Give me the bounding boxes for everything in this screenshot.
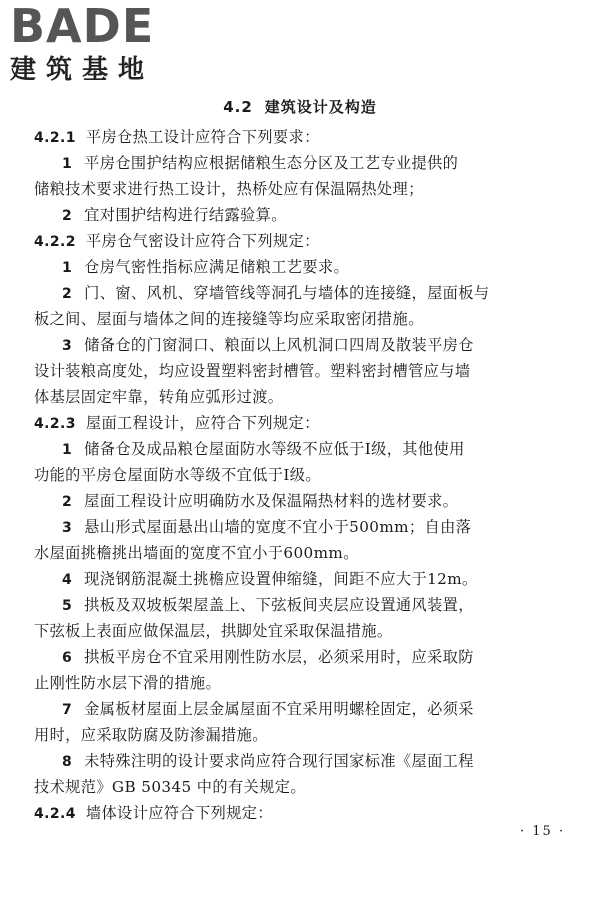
item-line-continued: 水屋面挑檐挑出墙面的宽度不宜小于600mm。	[34, 544, 359, 562]
page-number: · 15 ·	[520, 824, 566, 839]
item-text: 未特殊注明的设计要求尚应符合现行国家标准《屋面工程	[84, 752, 474, 770]
clause-4-2-2	[34, 228, 566, 254]
item-text: 储备仓及成品粮仓屋面防水等级不应低于Ⅰ级，其他使用	[84, 440, 465, 458]
logo-subtitle: 建筑基地	[10, 55, 155, 85]
item-text: 储备仓的门窗洞口、粮面以上风机洞口四周及散装平房仓	[84, 336, 474, 354]
item-line	[34, 696, 566, 722]
clause-text: 屋面工程设计，应符合下列规定：	[85, 414, 320, 432]
item-line	[34, 644, 566, 670]
item-line	[34, 566, 566, 592]
item-line	[34, 150, 566, 176]
item-text: 门、窗、风机、穿墙管线等洞孔与墙体的连接缝，屋面板与	[84, 284, 490, 302]
clause-text: 平房仓热工设计应符合下列要求：	[85, 128, 320, 146]
clause-number: 4.2.4	[34, 806, 76, 822]
item-text: 宜对围护结构进行结露验算。	[84, 206, 287, 224]
item-text: 金属板材屋面上层金属屋面不宜采用明螺栓固定，必须采	[84, 700, 474, 718]
clause-4-2-4	[34, 800, 566, 826]
item-number: 1	[62, 156, 73, 172]
item-number: 8	[62, 754, 73, 770]
item-line-continued: 设计装粮高度处，均应设置塑料密封槽管。塑料密封槽管应与墙	[34, 362, 471, 380]
clause-number: 4.2.1	[34, 130, 76, 146]
clause-number: 4.2.2	[34, 234, 76, 250]
item-number: 2	[62, 494, 73, 510]
item-number: 1	[62, 260, 73, 276]
item-line-continued: 技术规范》GB 50345 中的有关规定。	[34, 778, 306, 796]
clause-text: 平房仓气密设计应符合下列规定：	[85, 232, 320, 250]
item-line	[34, 592, 566, 618]
item-number: 4	[62, 572, 73, 588]
section-heading	[0, 96, 600, 117]
item-line-continued: 用时，应采取防腐及防渗漏措施。	[34, 726, 268, 744]
item-line	[34, 488, 566, 514]
section-title-text: 建筑设计及构造	[264, 98, 377, 116]
item-line	[34, 748, 566, 774]
item-number: 1	[62, 442, 73, 458]
clause-text: 墙体设计应符合下列规定：	[85, 804, 273, 822]
logo-wordmark: BADE	[10, 0, 155, 53]
item-line	[34, 436, 566, 462]
item-number: 5	[62, 598, 73, 614]
item-number: 2	[62, 286, 73, 302]
item-text: 平房仓围护结构应根据储粮生态分区及工艺专业提供的	[84, 154, 459, 172]
item-line-continued: 功能的平房仓屋面防水等级不宜低于Ⅰ级。	[34, 466, 321, 484]
item-text: 拱板及双坡板架屋盖上、下弦板间夹层应设置通风装置，	[84, 596, 474, 614]
document-body	[34, 124, 566, 826]
item-line	[34, 202, 566, 228]
item-number: 2	[62, 208, 73, 224]
bade-logo	[10, 2, 190, 88]
item-text: 悬山形式屋面悬出山墙的宽度不宜小于500mm；自由落	[84, 518, 472, 536]
section-number: 4.2	[223, 98, 253, 116]
item-line	[34, 280, 566, 306]
item-number: 3	[62, 338, 73, 354]
item-line-continued: 储粮技术要求进行热工设计，热桥处应有保温隔热处理；	[34, 180, 424, 198]
item-text: 仓房气密性指标应满足储粮工艺要求。	[84, 258, 350, 276]
item-line	[34, 332, 566, 358]
item-number: 7	[62, 702, 73, 718]
clause-4-2-1	[34, 124, 566, 150]
item-line-continued: 体基层固定牢靠，转角应弧形过渡。	[34, 388, 284, 406]
item-line-continued: 板之间、屋面与墙体之间的连接缝等均应采取密闭措施。	[34, 310, 424, 328]
clause-number: 4.2.3	[34, 416, 76, 432]
item-text: 现浇钢筋混凝土挑檐应设置伸缩缝，间距不应大于12m。	[84, 570, 478, 588]
item-line	[34, 514, 566, 540]
item-line-continued: 下弦板上表面应做保温层，拱脚处宜采取保温措施。	[34, 622, 393, 640]
item-number: 6	[62, 650, 73, 666]
clause-4-2-3	[34, 410, 566, 436]
item-line	[34, 254, 566, 280]
item-text: 拱板平房仓不宜采用刚性防水层，必须采用时，应采取防	[84, 648, 474, 666]
item-text: 屋面工程设计应明确防水及保温隔热材料的选材要求。	[84, 492, 459, 510]
item-line-continued: 止刚性防水层下滑的措施。	[34, 674, 222, 692]
item-number: 3	[62, 520, 73, 536]
